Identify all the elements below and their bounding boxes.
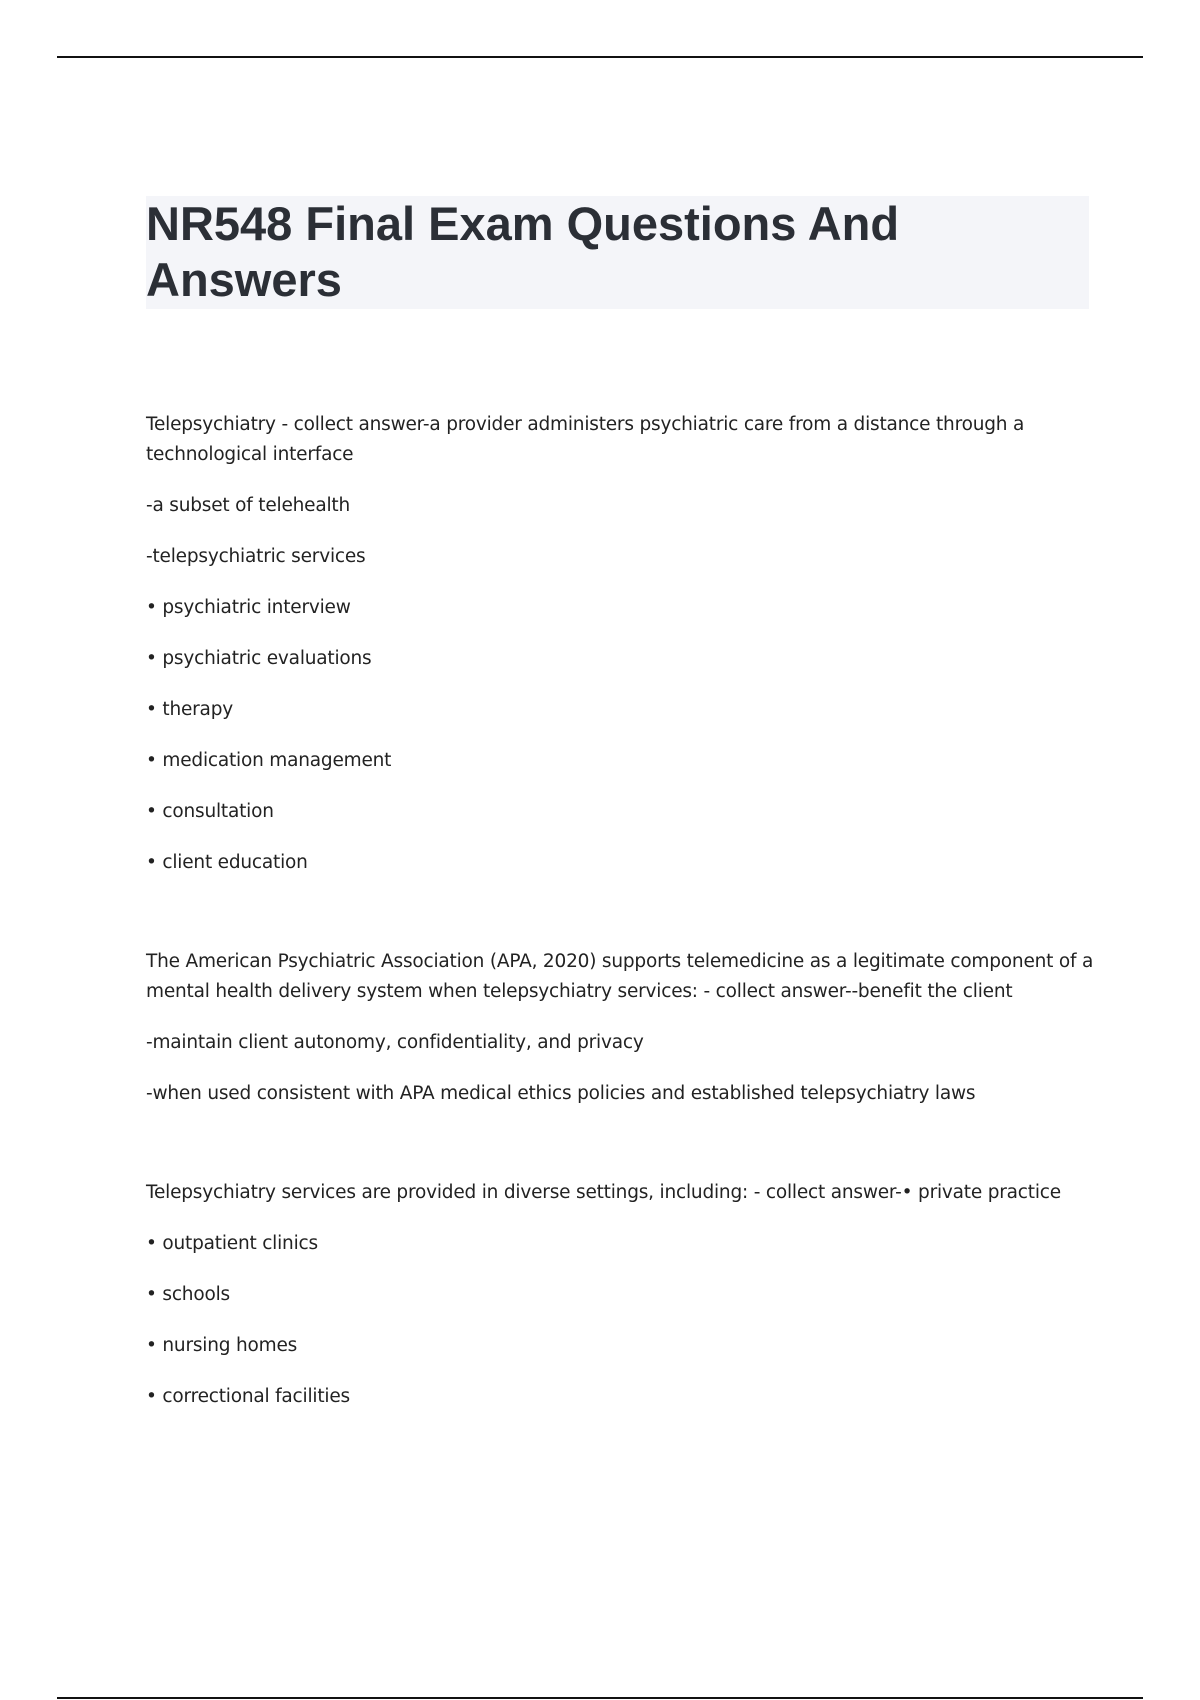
answer-line: -maintain client autonomy, confidentiality, and privacy [146,1032,644,1053]
answer-line: -telepsychiatric services [146,546,366,567]
bullet-item: • nursing homes [146,1335,298,1356]
qa-question-line: The American Psychiatric Association (APA, 2020) supports telemedicine as a legitimate component of a mental health delivery system when telepsychiatry services: - collect answer--benefit the client [146,951,1094,1002]
top-rule [57,56,1143,58]
bottom-rule [57,1697,1143,1699]
qa-block-settings [146,1178,1096,1412]
answer-line: -a subset of telehealth [146,495,350,516]
bullet-item: • outpatient clinics [146,1233,318,1254]
bullet-item: • client education [146,852,308,873]
bullet-item: • psychiatric interview [146,597,351,618]
bullet-item: • consultation [146,801,274,822]
bullet-item: • medication management [146,750,392,771]
bullet-item: • schools [146,1284,230,1305]
document-body [146,410,1096,1481]
document-title: NR548 Final Exam Questions And Answers [146,197,900,306]
qa-question-line: Telepsychiatry - collect answer-a provider administers psychiatric care from a distance through a technological interface [146,414,1025,465]
bullet-item: • correctional facilities [146,1386,350,1407]
answer-line: -when used consistent with APA medical ethics policies and established telepsychiatry laws [146,1083,976,1104]
qa-question-line: Telepsychiatry services are provided in diverse settings, including: - collect answer-• private practice [146,1182,1061,1203]
qa-block-telepsychiatry-definition [146,410,1096,878]
qa-block-apa-support [146,947,1096,1109]
bullet-item: • psychiatric evaluations [146,648,372,669]
bullet-item: • therapy [146,699,233,720]
